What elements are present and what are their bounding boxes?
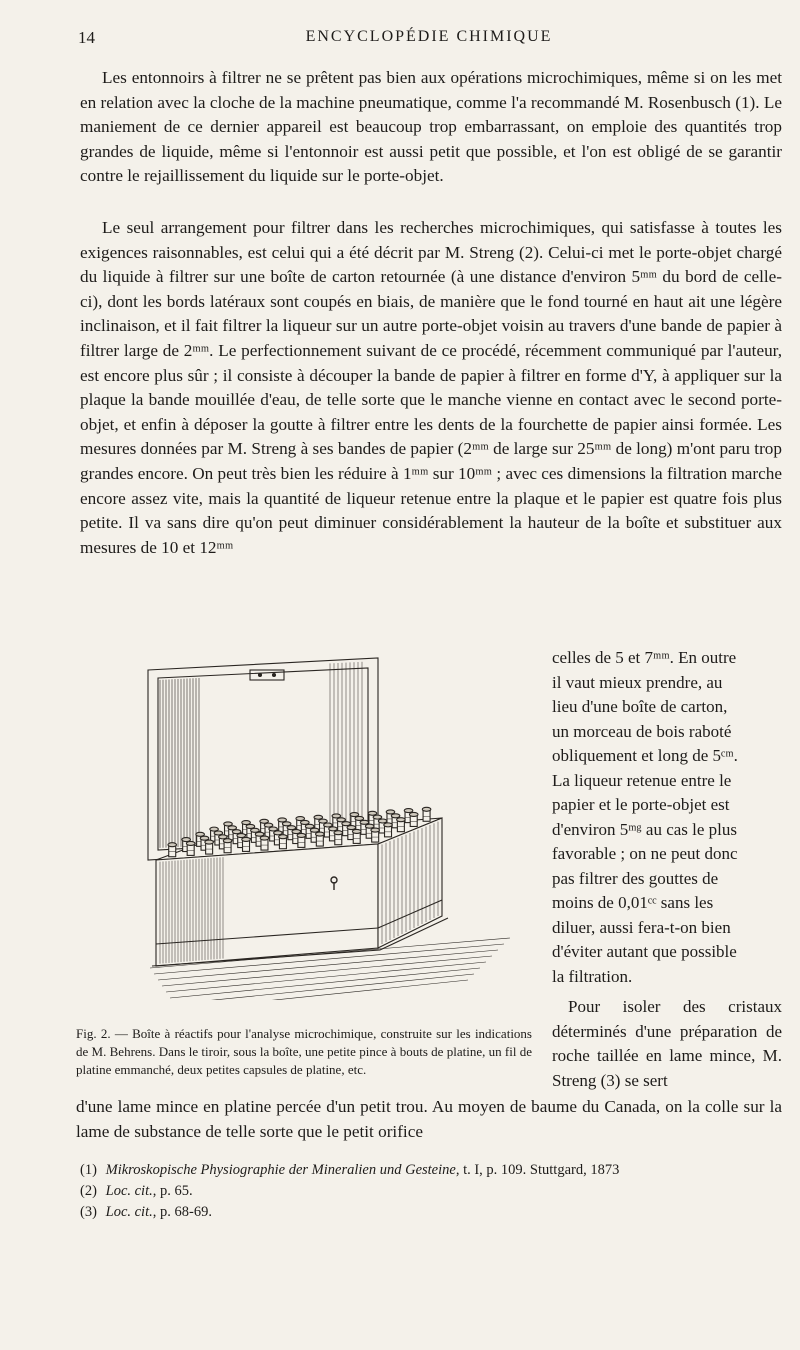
footnote-number: (2) xyxy=(80,1183,97,1199)
side-line: il vaut mieux prendre, au xyxy=(552,672,723,692)
figure-reagent-box xyxy=(130,648,526,1000)
running-title: ENCYCLOPÉDIE CHIMIQUE xyxy=(305,28,553,45)
footnote-number: (1) xyxy=(80,1162,97,1178)
footnote-number: (3) xyxy=(80,1204,97,1220)
footnote-2 xyxy=(80,1181,780,1202)
footnote-title: Mikroskopische Physiographie der Mineralien und Gesteine xyxy=(105,1162,456,1178)
footnote-ref: , p. 65. xyxy=(152,1183,193,1199)
footnotes xyxy=(80,1160,780,1223)
paragraph-platine: d'une lame mince en platine percée d'un petit trou. Au moyen de baume du Canada, on la colle sur la lame de substance de telle sorte que le petit orifice xyxy=(76,1097,782,1141)
reagent-box-engraving xyxy=(130,648,526,1000)
paragraph-isoler: Pour isoler des cristaux déterminés d'une préparation de roche taillée en lame mince, M. Streng (3) se sert xyxy=(552,997,782,1090)
side-column-text xyxy=(552,646,782,989)
footnote-3 xyxy=(80,1202,780,1223)
side-line: lieu d'une boîte de carton, xyxy=(552,697,728,716)
side-line: d'environ 5ᵐᵍ au cas le plus xyxy=(552,819,738,839)
side-line: favorable ; on ne peut donc xyxy=(552,844,738,863)
side-line: diluer, aussi fera-t-on bien xyxy=(552,917,731,937)
footnote-title: Loc. cit. xyxy=(105,1183,153,1199)
page-number: 14 xyxy=(78,28,95,47)
footnote-ref: , t. I, p. 109. Stuttgard, 1873 xyxy=(455,1162,620,1178)
side-line: un morceau de bois raboté xyxy=(552,721,732,741)
side-line: papier et le porte-objet est xyxy=(552,795,730,814)
side-line: moins de 0,01ᶜᶜ sans les xyxy=(552,893,714,912)
footnote-ref: , p. 68-69. xyxy=(152,1204,212,1220)
side-line: d'éviter autant que possible xyxy=(552,942,737,961)
footnote-title: Loc. cit. xyxy=(105,1204,153,1220)
side-line: La liqueur retenue entre le xyxy=(552,770,732,790)
side-line: obliquement et long de 5ᶜᵐ. xyxy=(552,746,738,765)
side-line: la filtration. xyxy=(552,966,633,986)
footnote-1 xyxy=(80,1160,780,1181)
side-line: pas filtrer des gouttes de xyxy=(552,868,719,888)
paragraph-entonnoirs: Les entonnoirs à filtrer ne se prêtent pas bien aux opérations microchimiques, même si on les met en relation avec la cloche de la machine pneumatique, comme l'a recommandé M. Rosenbusch (1). Le maniement de ce dernier appareil est beaucoup trop embarrassant, on emploie des quantités trop grandes de liquide, même si l'entonnoir est aussi petit que possible, et l'on est obligé de se garantir contre le rejaillissement du liquide sur le porte-objet. xyxy=(80,68,782,186)
side-line: celles de 5 et 7ᵐᵐ. En outre xyxy=(552,648,737,667)
paragraph-arrangement: Le seul arrangement pour filtrer dans les recherches microchimiques, qui satisfasse à toutes les exigences raisonnables, est celui qui a été décrit par M. Streng (2). Celui-ci met le porte-objet chargé du liquide à filtrer sur une boîte de carton retournée (à une distance d'environ 5ᵐᵐ du bord de celle-ci), dont les bords latéraux sont coupés en biais, de manière que le fond tourné en haut ait une légère inclinaison, et il fait filtrer la liqueur sur un autre porte-objet voisin au travers d'une bande de papier à filtrer large de 2ᵐᵐ. Le perfectionnement suivant de ce procédé, récemment communiqué par l'auteur, est encore plus sûr ; il consiste à découper la bande de papier à filtrer en forme d'Y, à appliquer sur la plaque la bande mouillée d'eau, de telle sorte que le manche vienne en contact avec le second porte-objet, et enfin à déposer la goutte à filtrer entre les dents de la fourchette de papier ainsi formée. Les mesures données par M. Streng à ses bandes de papier (2ᵐᵐ de large sur 25ᵐᵐ de long) m'ont paru trop grandes encore. On peut très bien les réduire à 1ᵐᵐ sur 10ᵐᵐ ; avec ces dimensions la filtration marche encore assez vite, mais la quantité de liqueur retenue entre la plaque et le papier est quatre fois plus petite. Il va sans dire qu'on peut diminuer considérablement la hauteur de la boîte et substituer aux mesures de 10 et 12ᵐᵐ xyxy=(80,218,782,557)
figure-caption: Fig. 2. — Boîte à réactifs pour l'analyse microchimique, construite sur les indications de M. Behrens. Dans le tiroir, sous la boîte, une petite pince à bouts de platine, un fil de platine emmanché, deux petites capsules de platine, etc. xyxy=(76,1026,532,1077)
page-header xyxy=(78,28,780,52)
